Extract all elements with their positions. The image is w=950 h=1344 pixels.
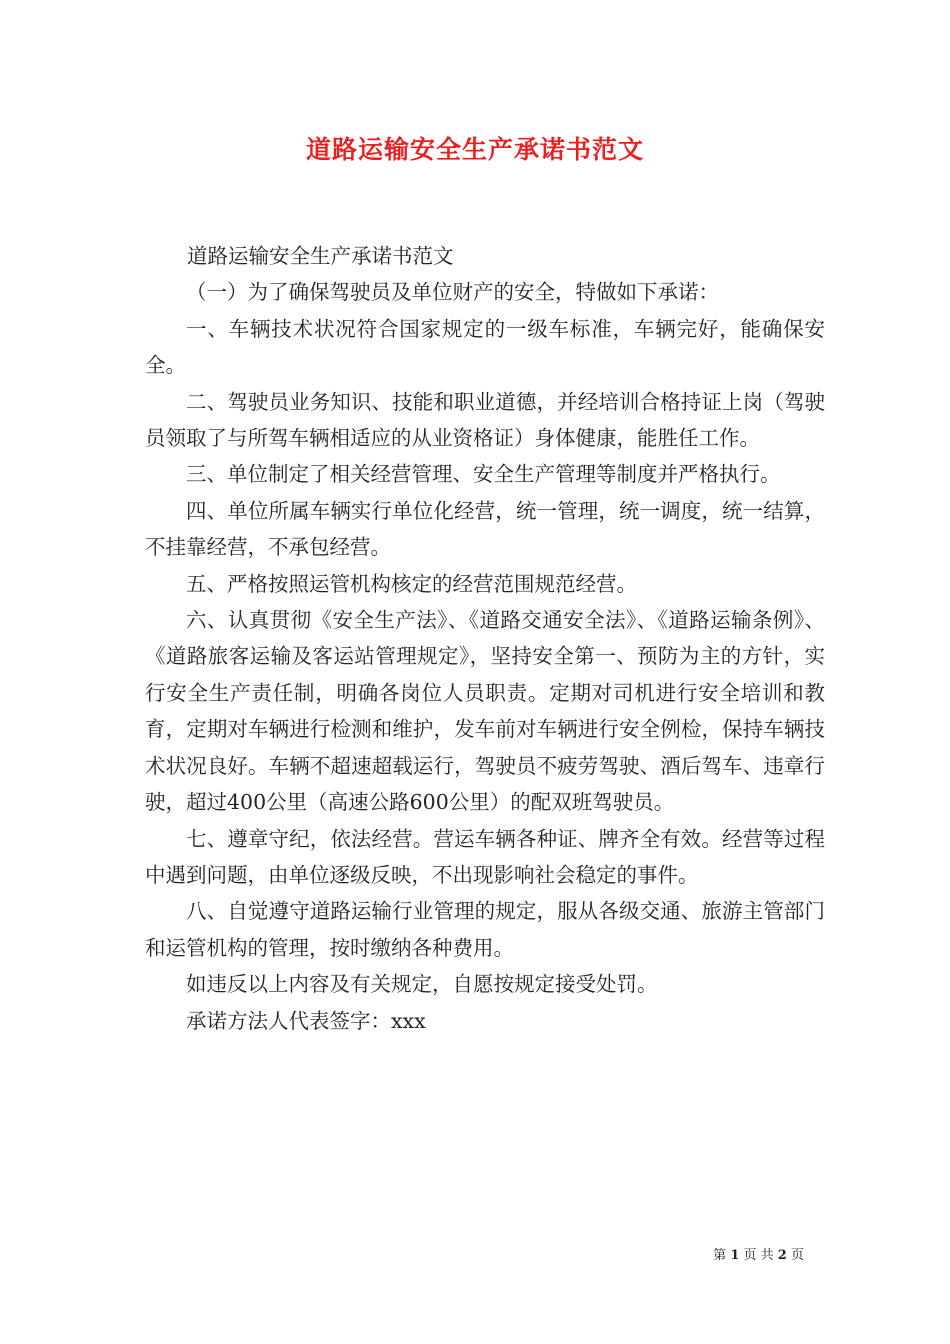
- paragraph-item-1: 一、车辆技术状况符合国家规定的一级车标准，车辆完好，能确保安全。: [145, 316, 825, 378]
- footer-prefix: 第: [713, 1248, 727, 1263]
- paragraph-penalty: 如违反以上内容及有关规定，自愿按规定接受处罚。: [186, 972, 658, 997]
- footer-current-page: 1: [730, 1248, 740, 1263]
- paragraph-item-2: 二、驾驶员业务知识、技能和职业道德，并经培训合格持证上岗（驾驶员领取了与所驾车辆相适应的从业资格证）身体健康，能胜任工作。: [145, 389, 825, 451]
- paragraph-item-4: 四、单位所属车辆实行单位化经营，统一管理，统一调度，统一结算，不挂靠经营，不承包经营。: [145, 498, 825, 560]
- footer-middle: 页 共: [743, 1248, 774, 1263]
- page-number-footer: [713, 1247, 804, 1265]
- document-title: 道路运输安全生产承诺书范文: [305, 135, 644, 164]
- paragraph-item-8: 八、自觉遵守道路运输行业管理的规定，服从各级交通、旅游主管部门和运管机构的管理，按时缴纳各种费用。: [145, 899, 825, 960]
- paragraph-item-5: 五、严格按照运管机构核定的经营范围规范经营。: [186, 571, 637, 596]
- paragraph-item-6: 六、认真贯彻《安全生产法》、《道路交通安全法》、《道路运输条例》、《道路旅客运输及客运站管理规定》，坚持安全第一、预防为主的方针，实行安全生产责任制，明确各岗位人员职责。定期对司机进行安全培训和教育，定期对车辆进行检测和维护，发车前对车辆进行安全例检，保持车辆技术状况良好。车辆不超速超载运行，驾驶员不疲劳驾驶、酒后驾车、违章行驶，超过400公里（高速公路600公里）的配双班驾驶员。: [145, 608, 825, 815]
- paragraph-item-7: 七、遵章守纪，依法经营。营运车辆各种证、牌齐全有效。经营等过程中遇到问题，由单位逐级反映，不出现影响社会稳定的事件。: [145, 826, 825, 887]
- paragraph-intro: （一）为了确保驾驶员及单位财产的安全，特做如下承诺：: [186, 280, 719, 305]
- paragraph-item-3: 三、单位制定了相关经营管理、安全生产管理等制度并严格执行。: [186, 462, 781, 487]
- paragraph-signature: 承诺方法人代表签字：xxx: [186, 1008, 426, 1033]
- footer-suffix: 页: [790, 1248, 804, 1263]
- footer-total-pages: 2: [777, 1248, 787, 1263]
- document-body: [145, 238, 825, 1039]
- body-heading: 道路运输安全生产承诺书范文: [187, 244, 454, 268]
